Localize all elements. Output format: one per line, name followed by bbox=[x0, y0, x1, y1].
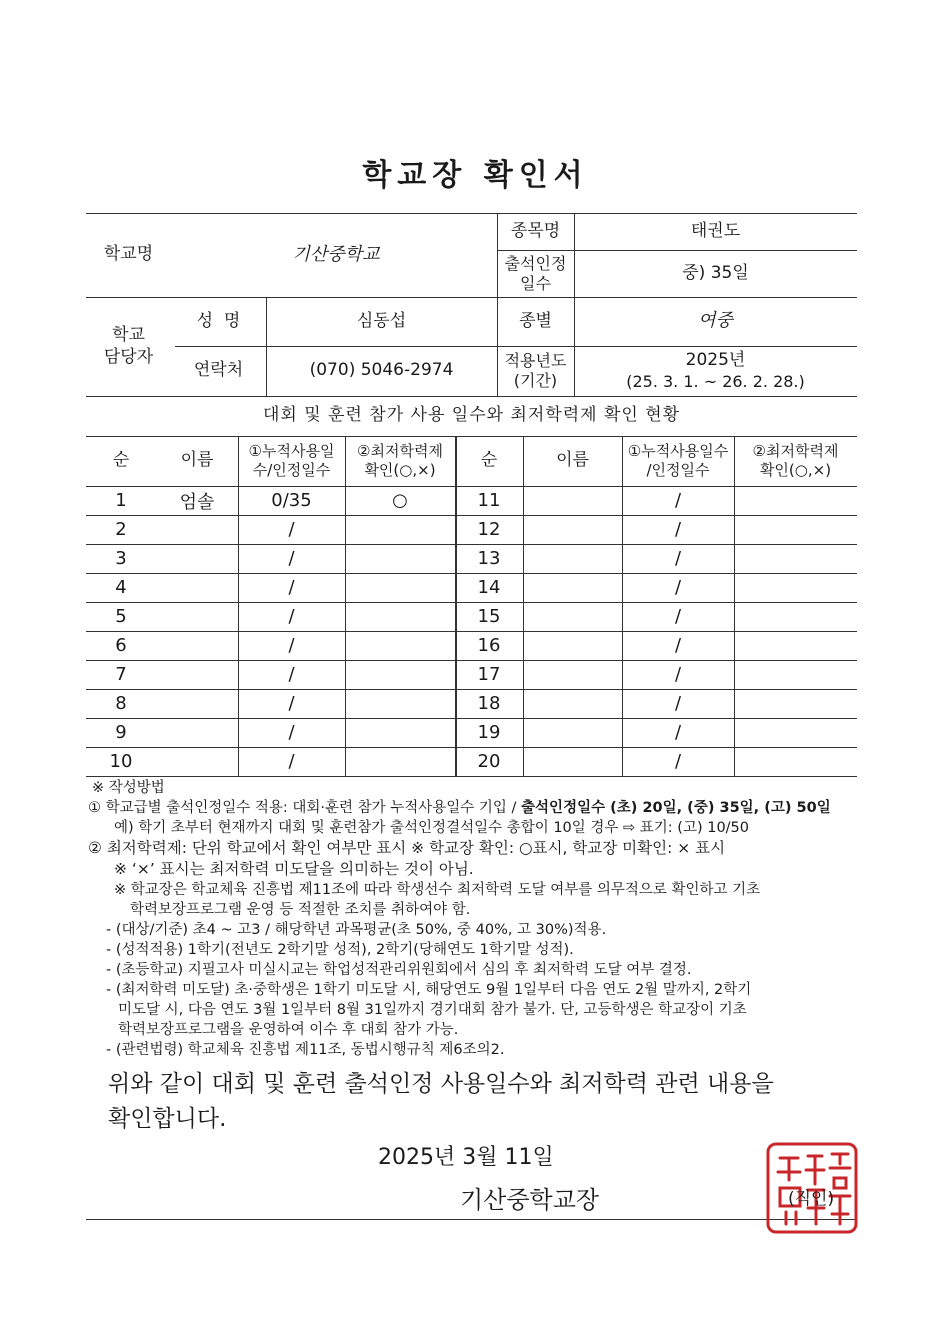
phone-value: (070) 5046-2974 bbox=[309, 360, 454, 381]
notes-heading: ※ 작성방법 bbox=[92, 780, 165, 796]
note-3: ※ ‘×’ 표시는 최저학력 미도달을 의미하는 것이 아님. bbox=[114, 860, 474, 878]
confirm-statement: 위와 같이 대회 및 훈련 출석인정 사용일수와 최저학력 관련 내용을 bbox=[108, 1071, 774, 1097]
cell-check bbox=[345, 660, 455, 689]
cell-no: 11 bbox=[477, 490, 501, 511]
cell-name bbox=[523, 602, 622, 631]
cell-no: 19 bbox=[477, 722, 501, 743]
event-label: 종목명 bbox=[510, 220, 561, 241]
cell-no: 15 bbox=[477, 606, 501, 627]
cell-no: 20 bbox=[477, 751, 501, 772]
cell-days: / bbox=[674, 490, 682, 511]
cell-check bbox=[734, 660, 857, 689]
cell-days: / bbox=[288, 577, 295, 598]
cell-name bbox=[156, 544, 238, 573]
school-value: 기산중학교 bbox=[292, 243, 380, 265]
year-label: 적용년도 (기간) bbox=[504, 351, 567, 390]
cell-no: 8 bbox=[115, 693, 127, 714]
signer-name: 기산중학교장 bbox=[460, 1186, 600, 1214]
note-4-cont: 학력보장프로그램 운영 등 적절한 조치를 취하여야 함. bbox=[130, 902, 471, 918]
cell-name bbox=[523, 631, 622, 660]
cell-days: / bbox=[674, 577, 682, 598]
cell-name bbox=[523, 660, 622, 689]
cell-name bbox=[523, 747, 622, 776]
period-value: (25. 3. 1. ~ 26. 2. 28.) bbox=[626, 371, 805, 391]
issue-date: 2025년 3월 11일 bbox=[378, 1145, 554, 1170]
cell-check bbox=[734, 689, 857, 718]
cell-name bbox=[156, 515, 238, 544]
cell-no: 3 bbox=[115, 548, 127, 569]
note-1 bbox=[88, 798, 831, 818]
cell-days: / bbox=[288, 548, 295, 569]
cell-check bbox=[734, 486, 857, 515]
cell-no: 5 bbox=[115, 606, 127, 627]
cell-check bbox=[734, 515, 857, 544]
cell-name bbox=[156, 602, 238, 631]
col-no-2: 순 bbox=[480, 450, 498, 471]
cell-check bbox=[734, 718, 857, 747]
cell-check bbox=[345, 747, 455, 776]
year-value: 2025년 bbox=[685, 350, 746, 371]
phone-label: 연락처 bbox=[193, 360, 244, 381]
col-name-2: 이름 bbox=[556, 450, 589, 471]
note-9: - (관련법령) 학교체육 진흥법 제11조, 동법시행규칙 제6조의2. bbox=[106, 1042, 505, 1058]
cell-name bbox=[523, 718, 622, 747]
cell-check bbox=[734, 602, 857, 631]
cell-check bbox=[345, 689, 455, 718]
cell-name bbox=[523, 515, 622, 544]
cell-check bbox=[345, 544, 455, 573]
seal-mark: (직인) bbox=[788, 1189, 835, 1209]
document-title: 학교장 확인서 bbox=[362, 158, 589, 193]
note-5: - (대상/기준) 초4 ~ 고3 / 해당학년 과목평균(초 50%, 중 40%, 고 30%)적용. bbox=[106, 922, 607, 938]
note-6: - (성적적용) 1학기(전년도 2학기말 성적), 2학기(당해연도 1학기말 성적). bbox=[106, 942, 574, 958]
cell-no: 6 bbox=[115, 635, 127, 656]
col-name: 이름 bbox=[180, 450, 214, 471]
year-value-cell bbox=[574, 346, 857, 396]
note-8-cont-2: 학력보장프로그램을 운영하여 이수 후 대회 참가 가능. bbox=[118, 1022, 459, 1038]
cell-check bbox=[734, 631, 857, 660]
cell-name bbox=[523, 573, 622, 602]
col-check: ②최저학력제 확인(○,×) bbox=[357, 442, 443, 479]
note-1-text: ① 학교급별 출석인정일수 적용: 대회·훈련 참가 누적사용일수 기입 / bbox=[88, 800, 522, 816]
cell-check bbox=[734, 544, 857, 573]
note-1-bold: 출석인정일수 (초) 20일, (중) 35일, (고) 50일 bbox=[521, 800, 831, 816]
cell-days: / bbox=[288, 664, 295, 685]
cell-name bbox=[156, 631, 238, 660]
confirm-statement-end: 확인합니다. bbox=[108, 1106, 227, 1132]
cell-days: / bbox=[674, 693, 682, 714]
cell-name bbox=[156, 747, 238, 776]
note-8-cont: 미도달 시, 다음 연도 3월 1일부터 8월 31일까지 경기대회 참가 불가. 단, 고등학생은 학교장이 기초 bbox=[118, 1002, 747, 1018]
event-value: 태권도 bbox=[690, 220, 741, 241]
cell-days: / bbox=[674, 722, 682, 743]
note-4: ※ 학교장은 학교체육 진흥법 제11조에 따라 학생선수 최저학력 도달 여부를 의무적으로 확인하고 기초 bbox=[114, 882, 761, 898]
cell-days: / bbox=[288, 635, 295, 656]
cell-name bbox=[156, 573, 238, 602]
cell-name bbox=[523, 689, 622, 718]
cell-days: / bbox=[674, 519, 682, 540]
col-days-2: ①누적사용일수 /인정일수 bbox=[627, 442, 729, 479]
cell-name: 엄솔 bbox=[179, 491, 215, 513]
cell-days: / bbox=[288, 722, 295, 743]
cell-days: / bbox=[674, 606, 682, 627]
cell-check bbox=[345, 718, 455, 747]
cell-check bbox=[734, 573, 857, 602]
table-title: 대회 및 훈련 참가 사용 일수와 최저학력제 확인 현황 bbox=[262, 405, 681, 426]
attendance-label: 출석인정 일수 bbox=[504, 253, 567, 293]
attendance-value: 중) 35일 bbox=[682, 262, 749, 283]
note-1-example: 예) 학기 초부터 현재까지 대회 및 훈련참가 출석인정결석일수 총합이 10일 경우 ⇨ 표기: (고) 10/50 bbox=[114, 820, 750, 836]
cell-check bbox=[345, 573, 455, 602]
cell-check: ○ bbox=[392, 490, 408, 511]
cell-days: / bbox=[674, 635, 682, 656]
cell-check bbox=[345, 515, 455, 544]
cell-name bbox=[523, 486, 622, 515]
cell-no: 4 bbox=[115, 577, 127, 598]
note-8: - (최저학력 미도달) 초·중학생은 1학기 미도달 시, 해당연도 9월 1일부터 다음 연도 2월 말까지, 2학기 bbox=[106, 982, 752, 998]
cell-days: / bbox=[288, 751, 295, 772]
name-value: 심동섭 bbox=[356, 310, 407, 331]
cell-name bbox=[156, 718, 238, 747]
contact-label: 학교 담당자 bbox=[103, 325, 154, 367]
note-7: - (초등학교) 지필고사 미실시교는 학업성적관리위원회에서 심의 후 최저학력 도달 여부 결정. bbox=[106, 962, 692, 978]
cell-days: / bbox=[674, 664, 682, 685]
name-label: 성 명 bbox=[196, 310, 241, 331]
school-label: 학교명 bbox=[103, 244, 154, 265]
cell-days: / bbox=[674, 548, 682, 569]
cell-check bbox=[734, 747, 857, 776]
gender-label: 종별 bbox=[519, 310, 552, 331]
gender-value: 여중 bbox=[698, 310, 733, 332]
col-no: 순 bbox=[112, 450, 130, 471]
cell-days: / bbox=[288, 693, 295, 714]
cell-days: / bbox=[288, 519, 295, 540]
cell-days: / bbox=[288, 606, 295, 627]
cell-no: 9 bbox=[115, 722, 127, 743]
col-days: ①누적사용일 수/인정일수 bbox=[248, 442, 335, 479]
cell-no: 13 bbox=[477, 548, 501, 569]
cell-days: / bbox=[674, 751, 682, 772]
cell-no: 12 bbox=[477, 519, 501, 540]
cell-no: 1 bbox=[115, 490, 127, 511]
note-2: ② 최저학력제: 단위 학교에서 확인 여부만 표시 ※ 학교장 확인: ○표시, 학교장 미확인: × 표시 bbox=[88, 839, 726, 857]
cell-no: 7 bbox=[115, 664, 127, 685]
cell-no: 16 bbox=[477, 635, 501, 656]
cell-name bbox=[156, 660, 238, 689]
cell-name bbox=[156, 689, 238, 718]
cell-no: 18 bbox=[477, 693, 501, 714]
bottom-rule bbox=[86, 1219, 857, 1220]
col-check-2: ②최저학력제 확인(○,×) bbox=[752, 442, 839, 479]
cell-name bbox=[523, 544, 622, 573]
cell-no: 14 bbox=[477, 577, 501, 598]
cell-no: 10 bbox=[109, 751, 133, 772]
cell-days: 0/35 bbox=[271, 490, 312, 511]
cell-check bbox=[345, 631, 455, 660]
cell-no: 17 bbox=[477, 664, 501, 685]
cell-check bbox=[345, 602, 455, 631]
cell-no: 2 bbox=[115, 519, 127, 540]
